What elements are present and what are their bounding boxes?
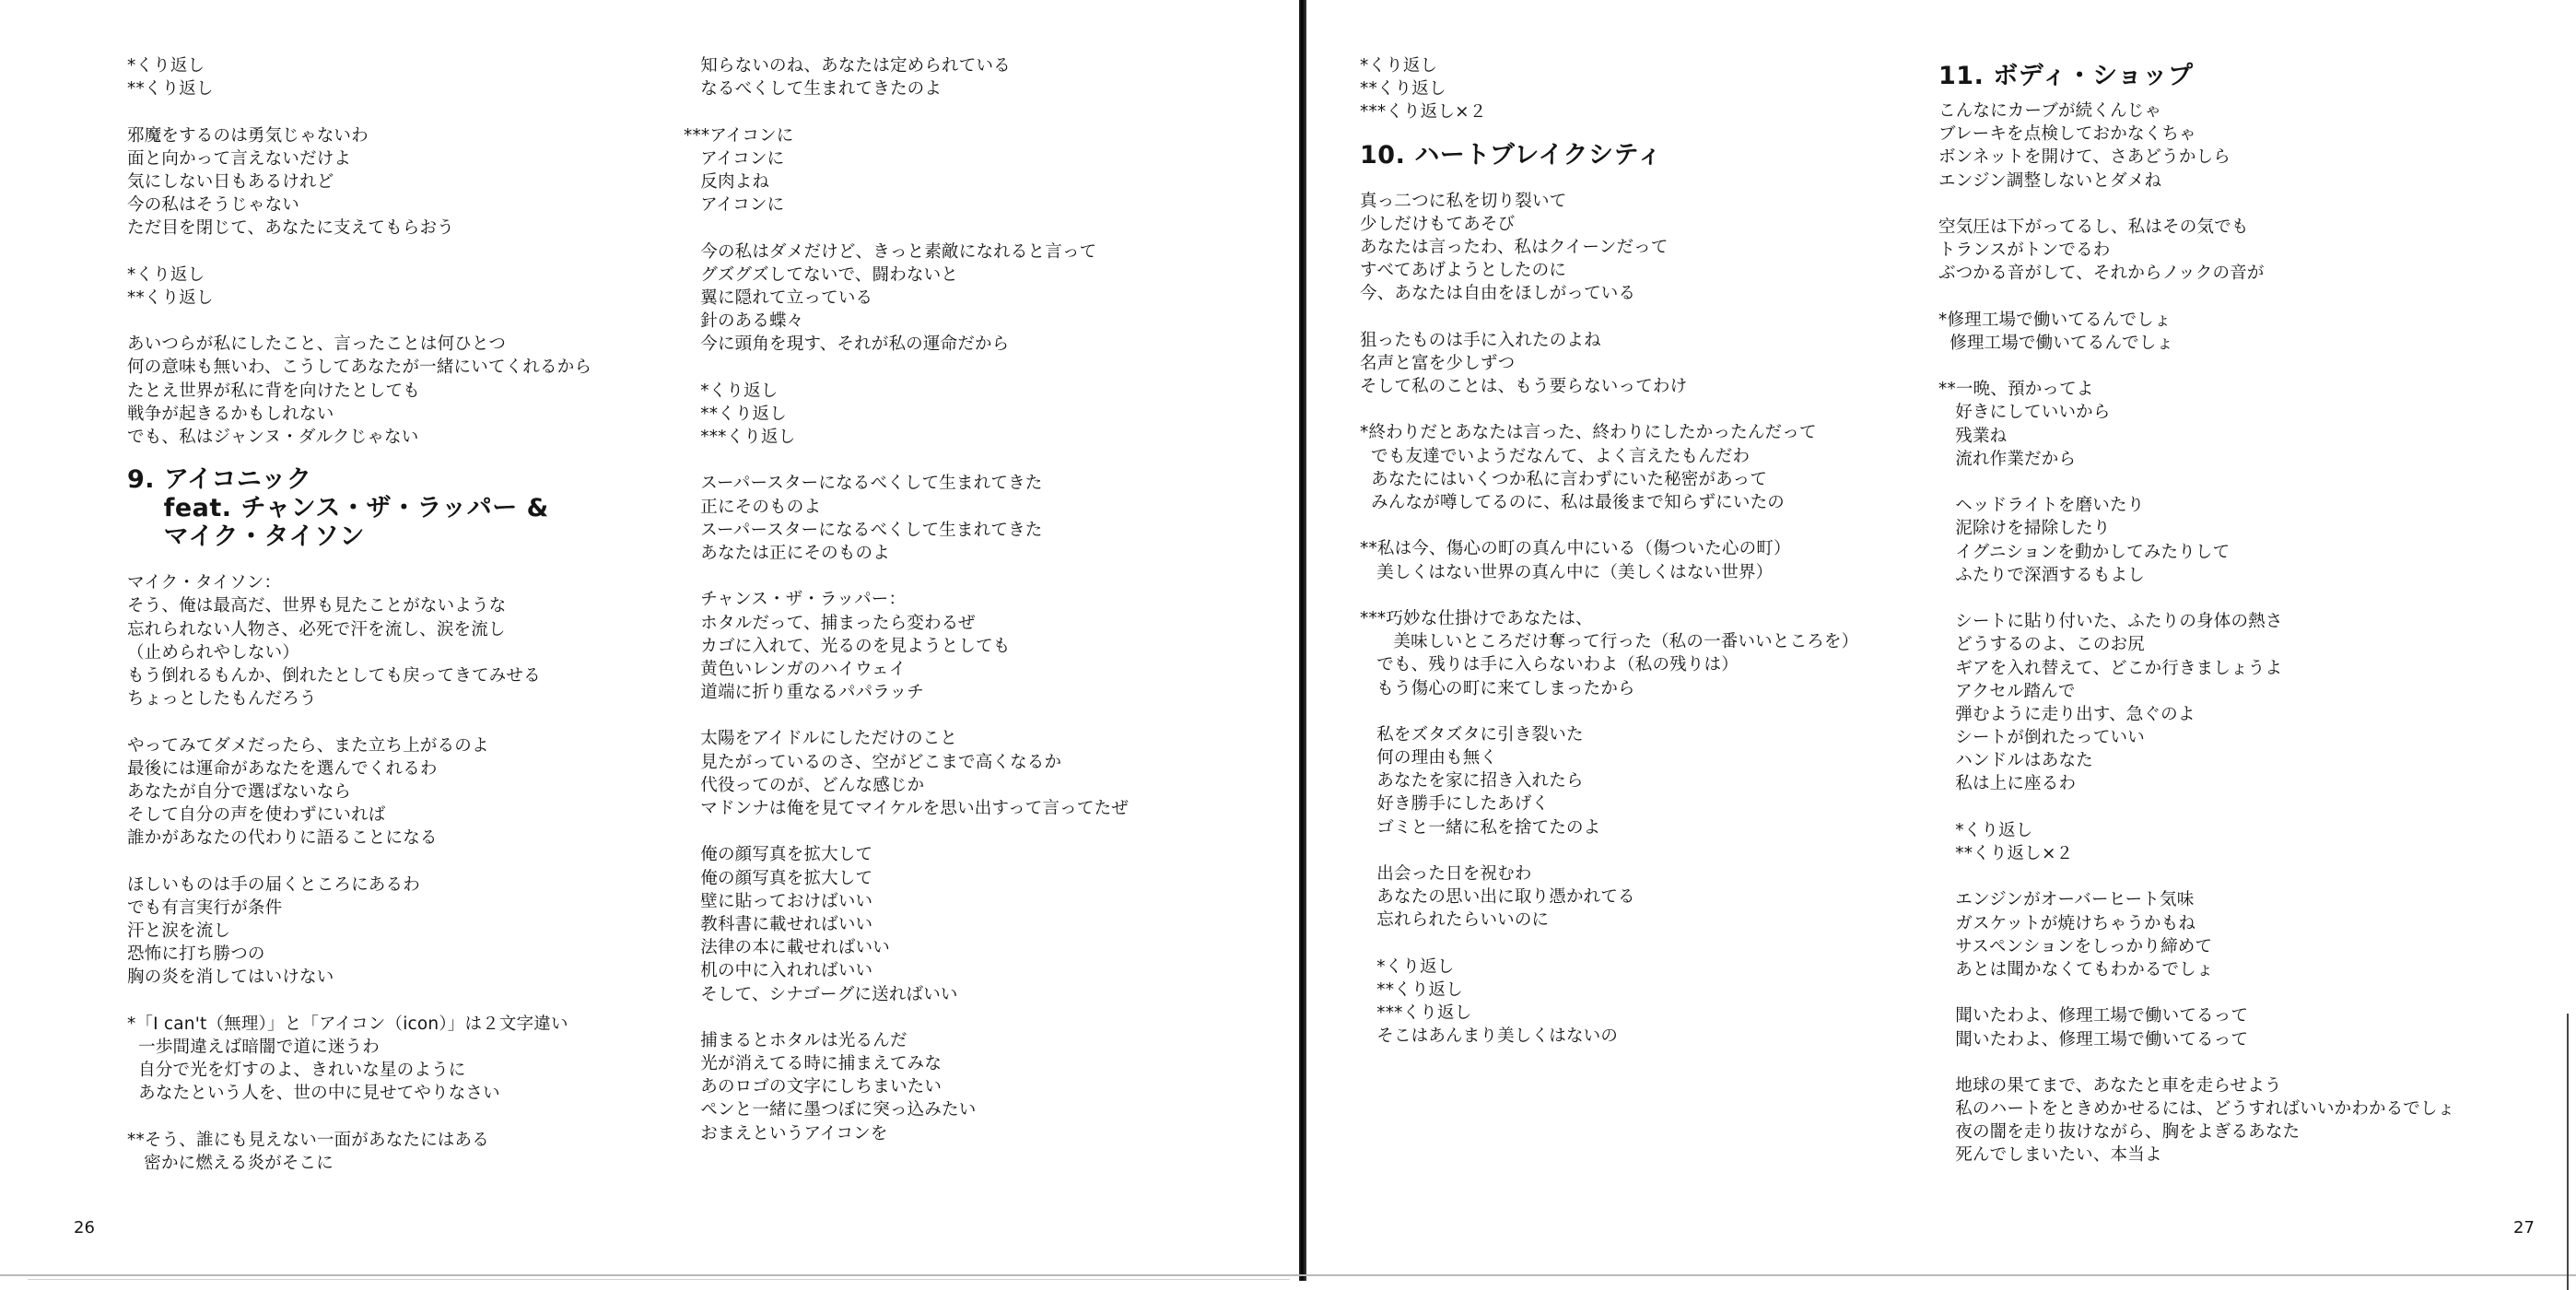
lyric-line: やってみてダメだったら、また立ち上がるのよ	[127, 735, 489, 756]
lyric-line: あなたという人を、世の中に見せてやりなさい	[127, 1084, 500, 1104]
lyric-line: *「I can't（無理）」と「アイコン（icon）」は２文字違い	[127, 1014, 568, 1034]
lyric-line: エンジンがオーバーヒート気味	[1938, 890, 2195, 910]
lyric-line: 俺の顔写真を拡大して	[684, 845, 873, 865]
lyric-line: 死んでしまいたい、本当よ	[1938, 1145, 2162, 1166]
lyric-line: *くり返し	[127, 264, 205, 285]
song-title-line: 9. アイコニック	[127, 465, 312, 495]
lyric-line: あなたの思い出に取り憑かれてる	[1360, 887, 1635, 908]
lyric-line: そして私のことは、もう要らないってわけ	[1360, 377, 1688, 397]
lyric-line: あのロゴの文字にしちまいたい	[684, 1077, 943, 1097]
lyric-line: もう傷心の町に来てしまったから	[1360, 678, 1635, 698]
lyric-line: なるべくして生まれてきたのよ	[684, 79, 943, 100]
lyric-line: カゴに入れて、光るのを見ようとしても	[684, 636, 1011, 656]
lyric-line: そして自分の声を使わずにいれば	[127, 805, 386, 826]
lyric-line: そこはあんまり美しくはないの	[1360, 1026, 1619, 1047]
lyric-line: 机の中に入れればいい	[684, 961, 873, 981]
page-number-left: 26	[74, 1218, 95, 1237]
lyric-line: *くり返し	[1360, 56, 1438, 76]
song-title	[1360, 141, 1950, 170]
right-column-2	[1938, 54, 2547, 1167]
stanza-gap	[1360, 514, 1950, 537]
lyric-line: グズグズしてないで、闘わないと	[684, 264, 959, 285]
right-page	[1305, 0, 2576, 1290]
lyric-line: 邪魔をするのは勇気じゃないわ	[127, 125, 369, 146]
lyric-line: 聞いたわよ、修理工場で働いてるって	[1938, 1006, 2249, 1026]
right-column-1	[1360, 54, 1950, 1049]
lyric-line: 名声と富を少しずつ	[1360, 353, 1516, 373]
lyric-line: 空気圧は下がってるし、私はその気でも	[1938, 217, 2249, 237]
page-bottom-edge	[0, 1274, 2576, 1276]
lyric-line: みんなが噂してるのに、私は最後まで知らずにいたの	[1360, 493, 1785, 512]
lyric-line: ***くり返し×２	[1360, 102, 1487, 123]
lyric-line: ボンネットを開けて、さあどうかしら	[1938, 147, 2231, 168]
lyric-line: おまえというアイコンを	[684, 1123, 888, 1143]
lyric-line: ただ目を閉じて、あなたに支えてもらおう	[127, 218, 454, 239]
lyric-line: ***アイコンに	[684, 125, 794, 146]
lyric-line: ペンと一緒に墨つぼに突っ込みたい	[684, 1100, 977, 1120]
lyric-line: **くり返し	[127, 287, 214, 308]
stanza-gap	[684, 704, 1273, 727]
lyric-line: *修理工場で働いてるんでしょ	[1938, 310, 2172, 330]
lyric-line: そして、シナゴーグに送ればいい	[684, 984, 958, 1004]
lyric-line: 地球の果てまで、あなたと車を走らせよう	[1938, 1075, 2282, 1096]
lyric-line: 残業ね	[1938, 426, 2008, 446]
stanza-gap	[1360, 700, 1950, 723]
lyric-line: 黄色いレンガのハイウェイ	[684, 659, 907, 679]
song-title	[127, 465, 680, 551]
lyric-line: 何の理由も無く	[1360, 748, 1498, 768]
lyric-line: 私は上に座るわ	[1938, 774, 2077, 794]
lyric-line: 壁に貼っておけばいい	[684, 891, 873, 911]
lyric-line: 正にそのものよ	[684, 497, 822, 517]
lyric-line: 恐怖に打ち勝つの	[127, 944, 265, 965]
lyric-line: 胸の炎を消してはいけない	[127, 968, 334, 988]
stanza-gap	[1360, 584, 1950, 607]
lyric-line: アイコンに	[684, 148, 785, 169]
lyric-line: 反肉よね	[684, 171, 770, 192]
lyric-line: 少しだけもてあそび	[1360, 214, 1516, 234]
lyric-line: シートに貼り付いた、ふたりの身体の熱さ	[1938, 612, 2283, 632]
lyric-line: *くり返し	[1938, 820, 2033, 840]
stanza-gap	[1938, 587, 2547, 610]
lyric-line: *くり返し	[127, 56, 205, 76]
stanza-gap	[1938, 981, 2547, 1004]
lyric-line: 弾むように走り出す、急ぐのよ	[1938, 704, 2195, 724]
lyric-line: 太陽をアイドルにしただけのこと	[684, 729, 958, 749]
lyric-line: 忘れられない人物さ、必死で汗を流し、涙を流し	[127, 619, 506, 639]
lyric-line: たとえ世界が私に背を向けたとしても	[127, 381, 420, 401]
lyric-line: 好きにしていいから	[1938, 403, 2111, 423]
lyric-line: ハンドルはあなた	[1938, 751, 2093, 771]
stanza-gap	[127, 710, 680, 733]
lyric-line: 私をズタズタに引き裂いた	[1360, 724, 1584, 745]
lyric-line: 俺の顔写真を拡大して	[684, 868, 873, 888]
lyric-line: でも、私はジャンヌ・ダルクじゃない	[127, 428, 419, 447]
lyric-line: 流れ作業だから	[1938, 449, 2077, 469]
lyric-line: 誰かがあなたの代わりに語ることになる	[127, 828, 438, 849]
lyric-line: あなたにはいくつか私に言わずにいた秘密があって	[1360, 469, 1768, 489]
lyric-line: 道端に折り重なるパパラッチ	[684, 683, 924, 703]
stanza-gap	[127, 1106, 680, 1129]
lyric-line: ***くり返し	[684, 428, 796, 447]
lyric-line: 捕まるとホタルは光るんだ	[684, 1030, 907, 1050]
lyric-line: 修理工場で働いてるんでしょ	[1938, 333, 2174, 353]
stanza-gap	[684, 217, 1273, 240]
lyric-line: 気にしない日もあるけれど	[127, 171, 334, 192]
lyric-line: 美しくはない世界の真ん中に（美しくはない世界）	[1360, 562, 1774, 582]
stanza-gap	[1938, 1051, 2547, 1074]
lyric-line: 出会った日を祝むわ	[1360, 864, 1532, 884]
lyric-line: あなたは言ったわ、私はクイーンだって	[1360, 237, 1669, 257]
lyric-line: 夜の闇を走り抜けながら、胸をよぎるあなた	[1938, 1122, 2301, 1143]
lyric-line: *くり返し	[684, 381, 779, 401]
lyric-line: 泥除けを掃除したり	[1938, 519, 2111, 539]
lyric-line: **一晩、預かってよ	[1938, 380, 2094, 400]
stanza-gap	[127, 850, 680, 873]
lyric-line: 忘れられたらいいのに	[1360, 910, 1550, 931]
stanza-gap	[684, 449, 1273, 472]
lyric-line: 汗と涙を流し	[127, 921, 231, 941]
stanza-gap	[684, 100, 1273, 123]
lyric-line: 今の私はダメだけど、きっと素敵になれると言って	[684, 241, 1097, 262]
stanza-gap	[684, 820, 1273, 843]
lyric-line: ほしいものは手の届くところにあるわ	[127, 874, 420, 895]
lyric-line: ブレーキを点検しておかなくちゃ	[1938, 124, 2196, 145]
stanza-gap	[684, 356, 1273, 379]
lyric-line: 針のある蝶々	[684, 311, 804, 332]
lyric-line: **くり返し	[1360, 979, 1463, 1000]
stanza-gap	[684, 565, 1273, 588]
stanza-gap	[1938, 796, 2547, 819]
lyric-line: 聞いたわよ、修理工場で働いてるって	[1938, 1029, 2249, 1050]
lyric-line: 今、あなたは自由をほしがっている	[1360, 284, 1636, 304]
lyric-line: 自分で光を灯すのよ、きれいな星のように	[127, 1061, 466, 1081]
lyric-line: 密かに燃える炎がそこに	[127, 1153, 334, 1173]
lyric-line: あとは聞かなくてもわかるでしょ	[1938, 959, 2214, 979]
page-bottom-edge-shadow	[28, 1279, 1290, 1280]
lyric-line: *くり返し	[1360, 956, 1455, 977]
lyric-line: イグニションを動かしてみたりして	[1938, 542, 2231, 562]
page-number-right: 27	[2513, 1218, 2535, 1237]
lyric-line: ゴミと一緒に私を捨てたのよ	[1360, 817, 1601, 838]
stanza-gap	[1360, 839, 1950, 862]
lyric-line: でも友達でいようだなんて、よく言えたもんだわ	[1360, 446, 1751, 466]
lyric-line: ガスケットが焼けちゃうかもね	[1938, 913, 2196, 933]
lyric-line: あいつらが私にしたこと、言ったことは何ひとつ	[127, 334, 507, 355]
lyric-line: あなたが自分で選ばないなら	[127, 781, 352, 802]
lyric-line: スーパースターになるべくして生まれてきた	[684, 474, 1043, 494]
stanza-gap	[1938, 471, 2547, 494]
lyric-line: マイク・タイソン：	[127, 573, 282, 593]
song-title-line: feat. チャンス・ザ・ラッパー &	[127, 494, 549, 523]
lyric-line: **くり返し×２	[1938, 844, 2074, 863]
stanza-gap	[1360, 306, 1950, 329]
lyric-line: ヘッドライトを磨いたり	[1938, 496, 2145, 516]
lyric-line: こんなにカーブが続くんじゃ	[1938, 101, 2162, 121]
left-column-1	[127, 54, 680, 1175]
lyric-line: ギアを入れ替えて、どこか行きましょうよ	[1938, 658, 2283, 678]
lyric-line: すべてあげようとしたのに	[1360, 261, 1567, 281]
lyric-line: **くり返し	[1360, 79, 1446, 100]
lyric-line: もう倒れるもんか、倒れたとしても戻ってきてみせる	[127, 665, 541, 686]
lyric-line: そう、俺は最高だ、世界も見たことがないような	[127, 596, 507, 616]
stanza-gap	[1938, 865, 2547, 888]
lyric-line: **くり返し	[684, 404, 787, 424]
song-title-line: マイク・タイソン	[127, 522, 365, 552]
lyric-line: シートが倒れたっていい	[1938, 728, 2145, 748]
lyric-line: **くり返し	[127, 79, 214, 100]
lyric-line: 最後には運命があなたを選んでくれるわ	[127, 758, 438, 779]
lyric-line: あなたは正にそのものよ	[684, 543, 890, 563]
lyric-line: ***巧妙な仕掛けであなたは、	[1360, 608, 1593, 628]
lyric-line: 美味しいところだけ奪って行った（私の一番いいところを）	[1360, 632, 1859, 652]
lyric-line: どうするのよ、このお尻	[1938, 635, 2145, 655]
stanza-gap	[1360, 398, 1950, 421]
lyric-line: 法律の本に載せればいい	[684, 938, 890, 958]
song-title-line: 10. ハートブレイクシティ	[1360, 140, 1663, 170]
lyric-line: ぶつかる音がして、それからノックの音が	[1938, 264, 2265, 284]
stanza-gap	[127, 310, 680, 333]
lyric-line: チャンス・ザ・ラッパー：	[684, 590, 907, 610]
lyric-line: ホタルだって、捕まったら変わるぜ	[684, 613, 976, 633]
lyric-line: 代役ってのが、どんな感じか	[684, 775, 925, 795]
lyric-line: でも、残りは手に入らないわよ（私の残りは）	[1360, 655, 1739, 675]
stanza-gap	[127, 990, 680, 1013]
stanza-gap	[1938, 286, 2547, 309]
song-title-line: 11. ボディ・ショップ	[1938, 62, 2194, 90]
lyric-line: 一歩間違えば暗闇で道に迷うわ	[127, 1037, 380, 1057]
lyric-line: ちょっとしたもんだろう	[127, 689, 317, 710]
page-right-edge	[2567, 1014, 2569, 1290]
stanza-gap	[127, 240, 680, 264]
lyric-line: トランスがトンでるわ	[1938, 240, 2111, 261]
stanza-gap	[684, 1006, 1273, 1029]
lyric-line: アクセル踏んで	[1938, 681, 2076, 701]
lyric-line: 今の私はそうじゃない	[127, 195, 300, 216]
lyric-line: 知らないのね、あなたは定められている	[684, 56, 1011, 76]
lyric-line: 何の意味も無いわ、こうしてあなたが一緒にいてくれるから	[127, 358, 592, 378]
stanza-gap	[1938, 193, 2547, 216]
lyric-line: でも有言実行が条件	[127, 897, 283, 918]
lyric-line: 今に頭角を現す、それが私の運命だから	[684, 334, 1010, 355]
lyric-line: *終わりだとあなたは言った、終わりにしたかったんだって	[1360, 423, 1817, 443]
lyric-line: マドンナは俺を見てマイケルを思い出すって言ってたぜ	[684, 799, 1129, 818]
lyric-line: 翼に隠れて立っている	[684, 287, 873, 308]
lyric-line: 見たがっているのさ、空がどこまで高くなるか	[684, 752, 1062, 772]
lyric-line: ふたりで深酒するもよし	[1938, 565, 2145, 585]
lyric-line: 戦争が起きるかもしれない	[127, 404, 334, 424]
lyric-line: **私は今、傷心の町の真ん中にいる（傷ついた心の町）	[1360, 539, 1791, 559]
lyric-line: スーパースターになるべくして生まれてきた	[684, 520, 1043, 540]
lyric-line: 狙ったものは手に入れたのよね	[1360, 330, 1601, 350]
lyric-line: ***くり返し	[1360, 1003, 1472, 1024]
lyric-line: （止められやしない）	[127, 642, 300, 663]
lyric-line: 好き勝手にしたあげく	[1360, 794, 1550, 815]
stanza-gap	[1360, 932, 1950, 956]
lyric-line: サスペンションをしっかり締めて	[1938, 936, 2213, 956]
lyric-line: **そう、誰にも見えない一面があなたにはある	[127, 1130, 489, 1150]
song-title	[1938, 62, 2547, 90]
stanza-gap	[127, 100, 680, 123]
lyric-line: 真っ二つに私を切り裂いて	[1360, 191, 1567, 211]
lyric-line: あなたを家に招き入れたら	[1360, 771, 1584, 792]
lyric-line: 私のハートをときめかせるには、どうすればいいかわかるでしょ	[1938, 1099, 2455, 1120]
lyric-line: アイコンに	[684, 195, 785, 216]
left-column-2	[684, 54, 1273, 1145]
lyric-line: 教科書に載せればいい	[684, 914, 873, 934]
lyric-line: 光が消えてる時に捕まえてみな	[684, 1054, 943, 1074]
lyric-line: 面と向かって言えないだけよ	[127, 148, 352, 169]
lyric-line: エンジン調整しないとダメね	[1938, 170, 2162, 191]
stanza-gap	[1938, 355, 2547, 378]
